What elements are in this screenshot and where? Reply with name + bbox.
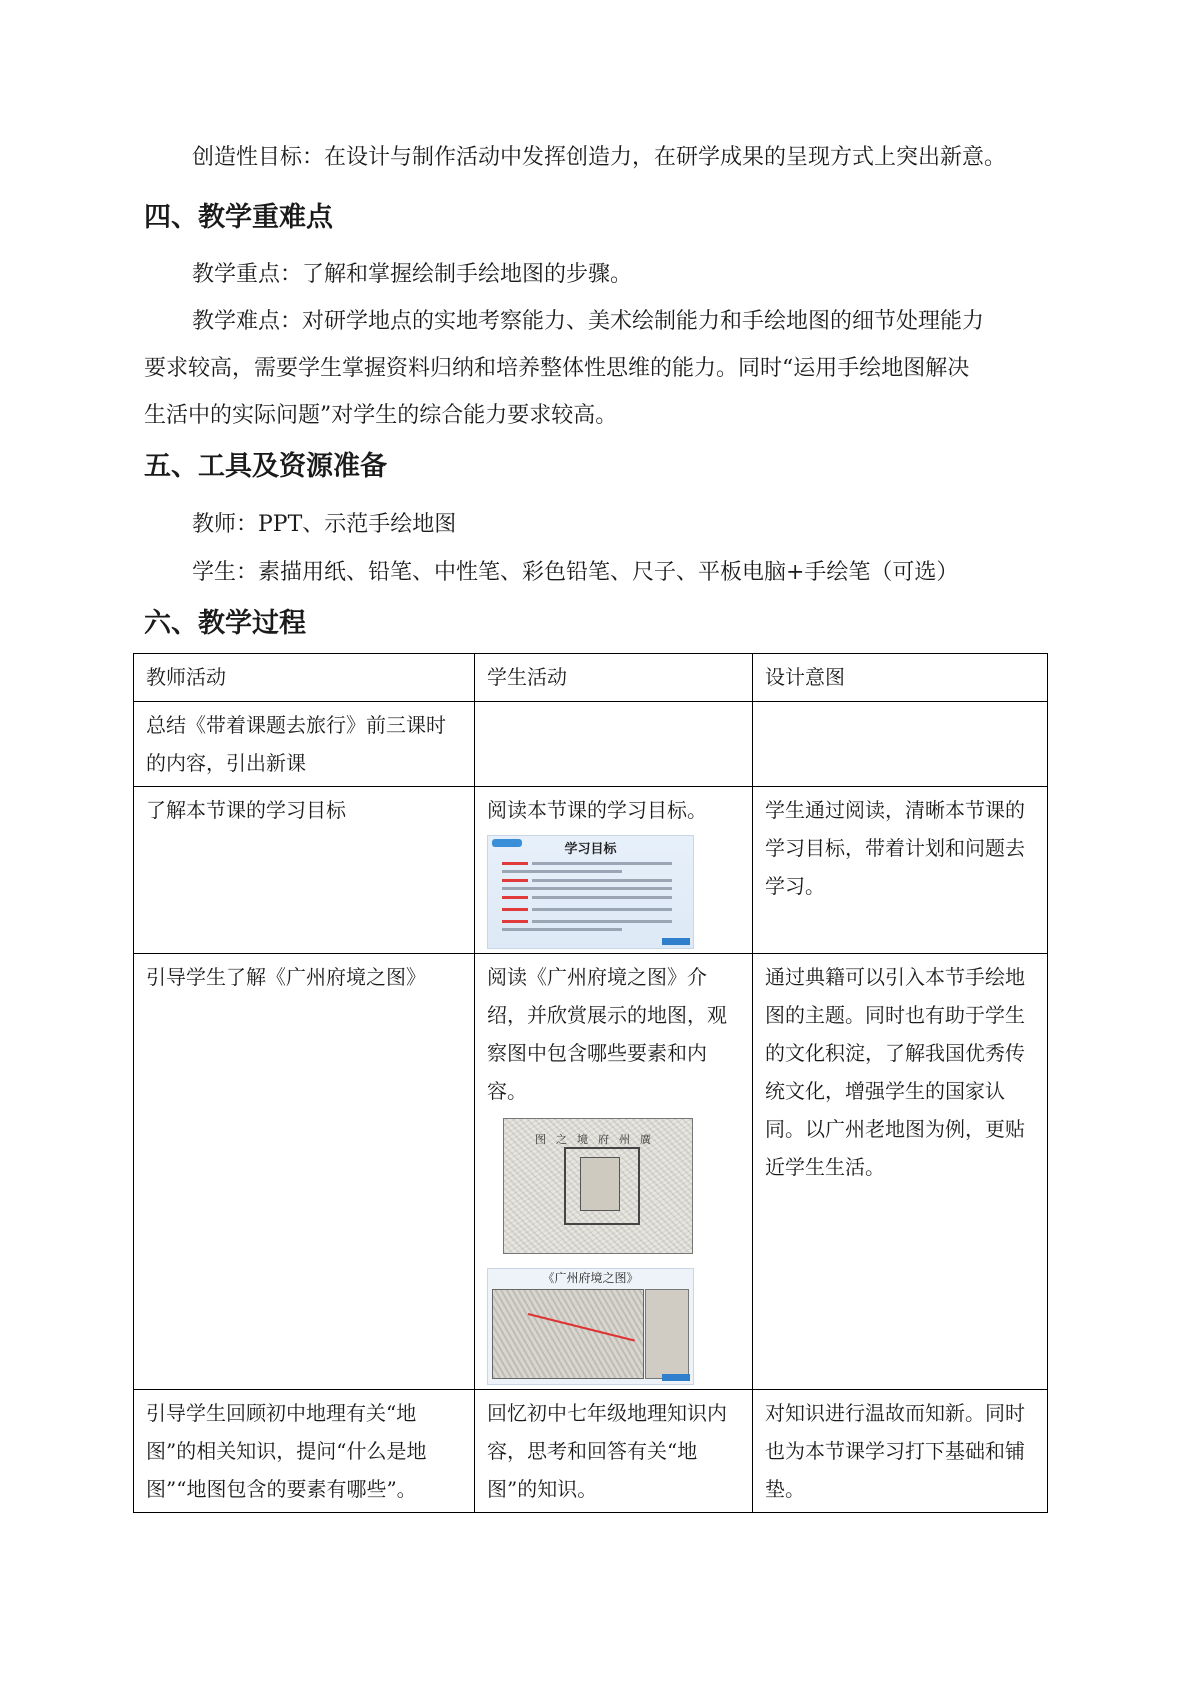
student-activity-cell [475,787,753,954]
creative-goal-paragraph: 创造性目标：在设计与制作活动中发挥创造力，在研学成果的呈现方式上突出新意。 [192,145,1007,170]
student-activity-cell [475,954,753,1390]
table-row [134,787,1048,954]
slide-footer-logo [662,938,690,945]
learning-goals-slide-image [487,835,694,949]
city-center-shape [580,1157,620,1211]
slide-title: 学习目标 [564,842,617,857]
difficulty-line-3: 生活中的实际问题”对学生的综合能力要求较高。 [144,403,618,428]
header-design-intent: 设计意图 [753,654,1048,702]
student-activity-cell: 回忆初中七年级地理知识内容，思考和回答有关“地图”的知识。 [475,1390,753,1513]
teacher-activity-cell: 引导学生了解《广州府境之图》 [134,954,475,1390]
design-intent-cell: 对知识进行温故而知新。同时也为本节课学习打下基础和铺垫。 [753,1390,1048,1513]
section-heading-4: 四、教学重难点 [144,202,333,233]
slide-footer-logo [662,1374,690,1381]
student-activity-text: 阅读《广州府境之图》介绍，并欣赏展示的地图，观察图中包含哪些要素和内容。 [487,965,727,1103]
design-intent-cell: 通过典籍可以引入本节手绘地图的主题。同时也有助于学生的文化积淀，了解我国优秀传统文化，增强学生的国家认同。以广州老地图为例，更贴近学生生活。 [753,954,1048,1390]
student-tools-paragraph: 学生：素描用纸、铅笔、中性笔、彩色铅笔、尺子、平板电脑+手绘笔（可选） [192,560,959,585]
table-row [134,954,1048,1390]
header-student-activity: 学生活动 [475,654,753,702]
difficulty-line-2: 要求较高，需要学生掌握资料归纳和培养整体性思维的能力。同时“运用手绘地图解决 [144,356,970,381]
teacher-activity-cell: 总结《带着课题去旅行》前三课时的内容，引出新课 [134,702,475,787]
header-teacher-activity: 教师活动 [134,654,475,702]
map-side-panel [645,1289,689,1379]
focus-paragraph: 教学重点：了解和掌握绘制手绘地图的步骤。 [192,262,633,287]
design-intent-cell: 学生通过阅读，清晰本节课的学习目标，带着计划和问题去学习。 [753,787,1048,954]
teacher-activity-cell: 了解本节课的学习目标 [134,787,475,954]
map-slide-title: 《广州府境之图》 [542,1271,639,1285]
student-activity-text: 阅读本节课的学习目标。 [487,798,707,822]
section-heading-5: 五、工具及资源准备 [144,451,387,482]
old-map-title: 图之境府州廣 [535,1133,661,1146]
teaching-process-table [133,653,1048,1513]
student-activity-cell [475,702,753,787]
section-heading-6: 六、教学过程 [144,608,306,639]
difficulty-line-1: 教学难点：对研学地点的实地考察能力、美术绘制能力和手绘地图的细节处理能力 [192,309,985,334]
table-row [134,1390,1048,1513]
guangzhou-map-slide-image [487,1268,694,1385]
table-row [134,702,1048,787]
guangzhou-old-map-image [503,1118,693,1254]
table-header-row [134,654,1048,702]
design-intent-cell [753,702,1048,787]
map-illustration [492,1289,644,1379]
teacher-tools-paragraph: 教师：PPT、示范手绘地图 [192,512,457,537]
teacher-activity-cell: 引导学生回顾初中地理有关“地图”的相关知识，提问“什么是地图”“地图包含的要素有哪些”。 [134,1390,475,1513]
